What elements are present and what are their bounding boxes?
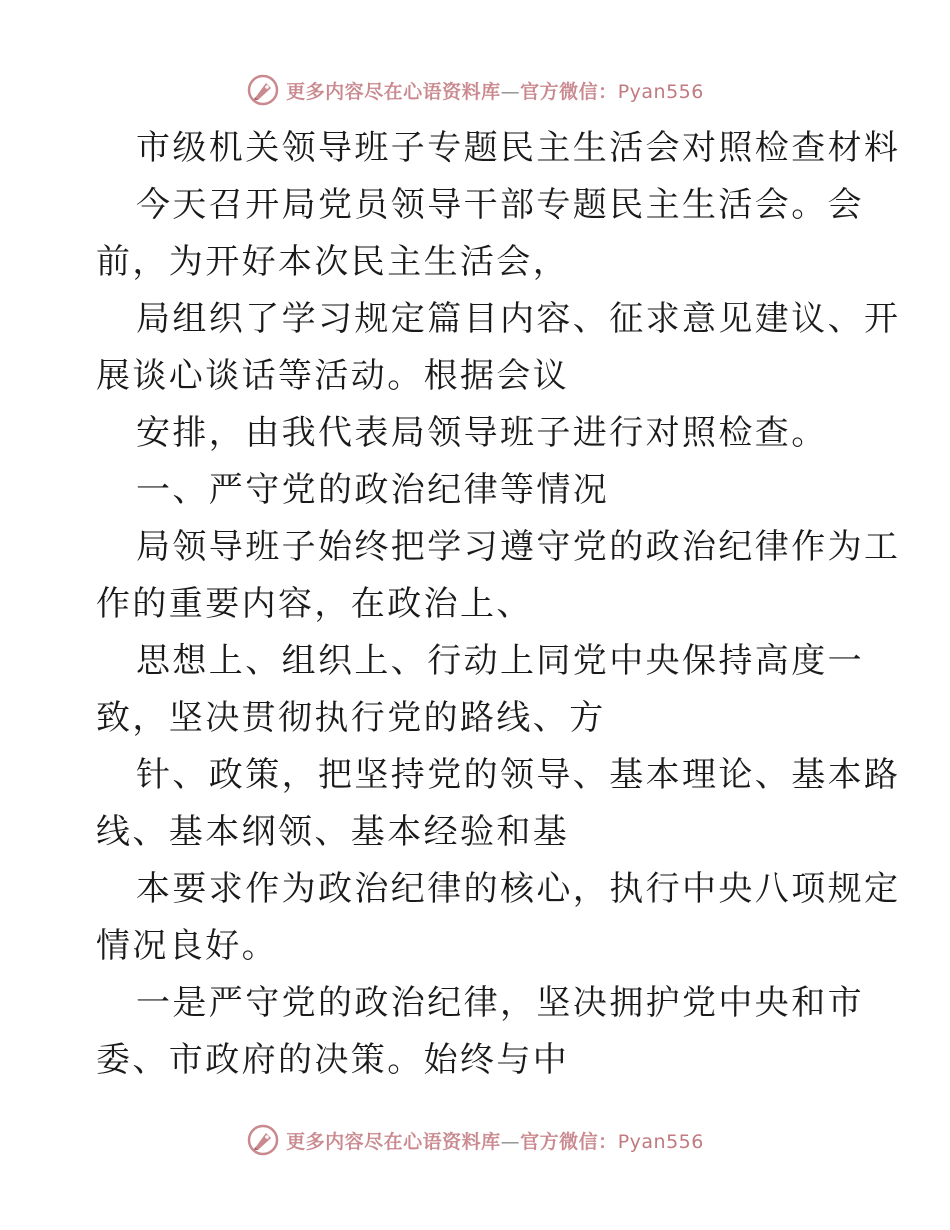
watermark-text [286, 77, 704, 104]
footer-watermark [0, 1120, 950, 1160]
watermark-text [286, 1127, 704, 1154]
document-line: 一是严守党的政治纪律，坚决拥护党中央和市 [136, 983, 864, 1023]
document-line: 安排，由我代表局领导班子进行对照检查。 [136, 413, 828, 453]
pen-nib-logo-icon [246, 1123, 280, 1157]
document-line: 致，坚决贯彻执行党的路线、方 [96, 698, 606, 738]
pen-nib-logo-icon [246, 73, 280, 107]
document-line: 作的重要内容，在政治上、 [96, 584, 533, 624]
watermark-brand: 更多内容尽在心语资料库 [286, 1130, 501, 1153]
document-line: 局组织了学习规定篇目内容、征求意见建议、开 [136, 299, 901, 339]
document-line: 委、市政府的决策。始终与中 [96, 1040, 570, 1080]
watermark-separator: — [500, 80, 521, 103]
document-line: 展谈心谈话等活动。根据会议 [96, 356, 570, 396]
document-line: 针、政策，把坚持党的领导、基本理论、基本路 [136, 755, 901, 795]
document-body [96, 120, 901, 1089]
document-line: 一、严守党的政治纪律等情况 [136, 470, 610, 510]
watermark-suffix: 官方微信： [520, 80, 618, 103]
watermark-account: Pyan556 [617, 80, 704, 103]
document-line: 本要求作为政治纪律的核心，执行中央八项规定 [136, 869, 901, 909]
document-line: 今天召开局党员领导干部专题民主生活会。会 [136, 185, 864, 225]
document-line: 情况良好。 [96, 926, 278, 966]
watermark-brand: 更多内容尽在心语资料库 [286, 80, 501, 103]
header-watermark [0, 70, 950, 110]
watermark-account: Pyan556 [617, 1130, 704, 1153]
document-line: 市级机关领导班子专题民主生活会对照检查材料 [136, 128, 901, 168]
document-line: 局领导班子始终把学习遵守党的政治纪律作为工 [136, 527, 901, 567]
document-line: 线、基本纲领、基本经验和基 [96, 812, 570, 852]
watermark-separator: — [500, 1130, 521, 1153]
watermark-suffix: 官方微信： [520, 1130, 618, 1153]
document-line: 前，为开好本次民主生活会， [96, 242, 570, 282]
document-line: 思想上、组织上、行动上同党中央保持高度一 [136, 641, 864, 681]
